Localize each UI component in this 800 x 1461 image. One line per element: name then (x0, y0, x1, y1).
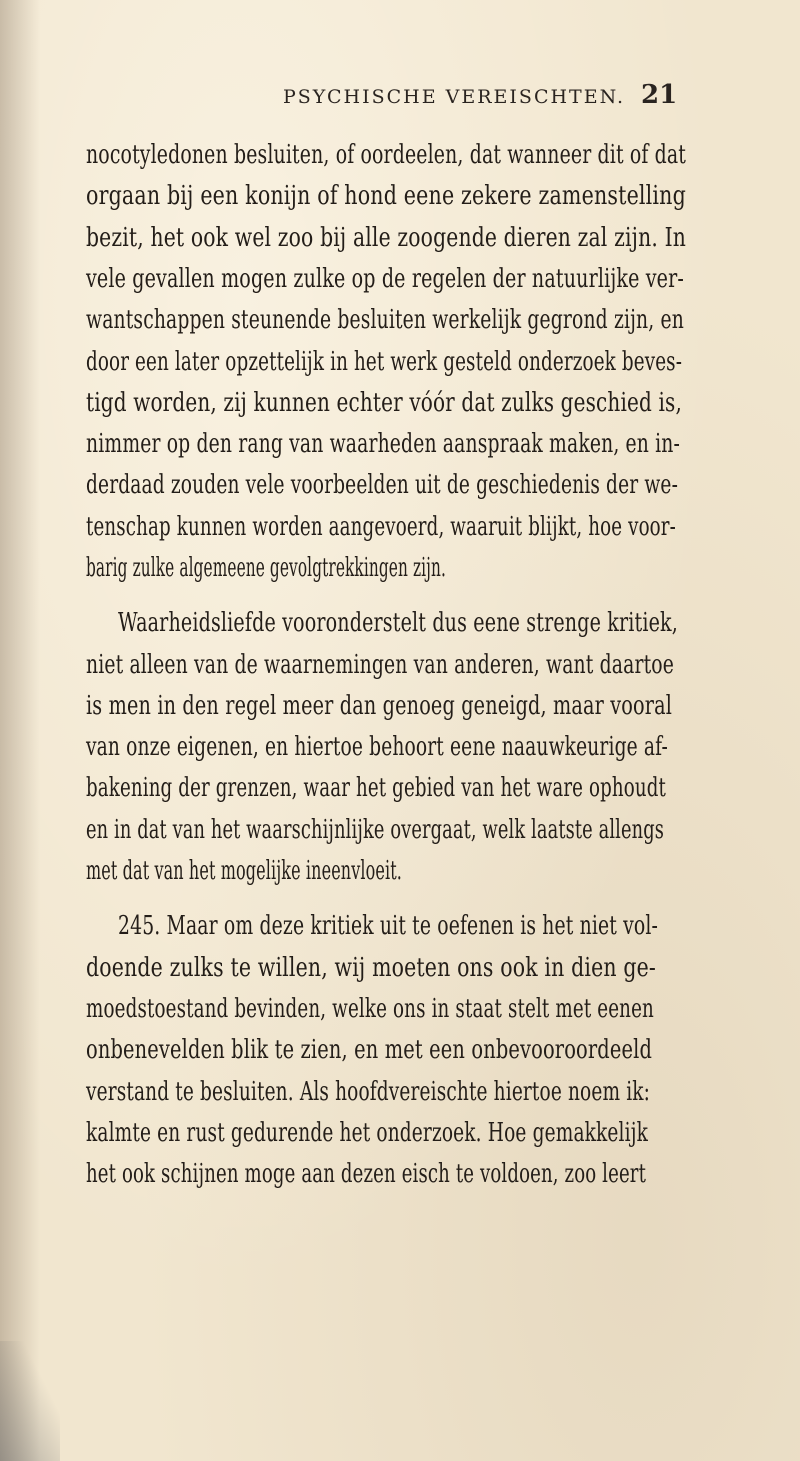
text-line: niet alleen van de waarnemingen van anderen, want daartoe (86, 649, 674, 680)
page-edge-shadow (0, 0, 40, 1461)
text-line: het ook schijnen moge aan dezen eisch te voldoen, zoo leert (86, 1158, 647, 1189)
text-line: barig zulke algemeene gevolgtrekkingen zijn. (86, 552, 447, 583)
page-header (0, 80, 800, 120)
text-line: orgaan bij een konijn of hond eene zekere zamenstelling (86, 180, 686, 211)
page-number: 21 (641, 80, 678, 110)
text-line: onbenevelden blik te zien, en met een onbevooroordeeld (86, 1034, 653, 1065)
text-line: Waarheidsliefde vooronderstelt dus eene strenge kritiek, (118, 607, 678, 638)
text-line: door een later opzettelijk in het werk gesteld onderzoek beves- (86, 346, 683, 377)
text-line: met dat van het mogelijke ineenvloeit. (86, 855, 402, 886)
text-line: doende zulks te willen, wij moeten ons ook in dien ge- (86, 952, 657, 983)
text-line: nimmer op den rang van waarheden aanspraak maken, en in- (86, 428, 680, 459)
text-line: nocotyledonen besluiten, of oordeelen, dat wanneer dit of dat (86, 139, 687, 170)
text-line: 245. Maar om deze kritiek uit te oefenen is het niet vol- (118, 910, 658, 941)
text-line: derdaad zouden vele voorbeelden uit de geschiedenis der we- (86, 469, 679, 500)
text-line: bezit, het ook wel zoo bij alle zoogende dieren zal zijn. In (86, 222, 687, 253)
text-line: kalmte en rust gedurende het onderzoek. Hoe gemakkelijk (86, 1117, 648, 1148)
text-line: is men in den regel meer dan genoeg geneigd, maar vooral (86, 690, 673, 721)
text-line: tigd worden, zij kunnen echter vóór dat zulks geschied is, (86, 387, 682, 418)
text-line: bakening der grenzen, waar het gebied van het ware ophoudt (86, 772, 666, 803)
page-corner-shadow (0, 1341, 60, 1461)
text-line: tenschap kunnen worden aangevoerd, waaruit blijkt, hoe voor- (86, 511, 676, 542)
text-line: en in dat van het waarschijnlijke overgaat, welk laatste allengs (86, 814, 665, 845)
running-head: PSYCHISCHE VEREISCHTEN. (283, 86, 626, 108)
text-line: vele gevallen mogen zulke op de regelen der natuurlijke ver- (86, 263, 684, 294)
text-line: van onze eigenen, en hiertoe behoort eene naauwkeurige af- (86, 731, 668, 762)
text-line: wantschappen steunende besluiten werkelijk gegrond zijn, en (86, 304, 684, 335)
text-line: verstand te besluiten. Als hoofdvereischte hiertoe noem ik: (86, 1076, 651, 1107)
text-line: moedstoestand bevinden, welke ons in staat stelt met eenen (86, 993, 654, 1024)
